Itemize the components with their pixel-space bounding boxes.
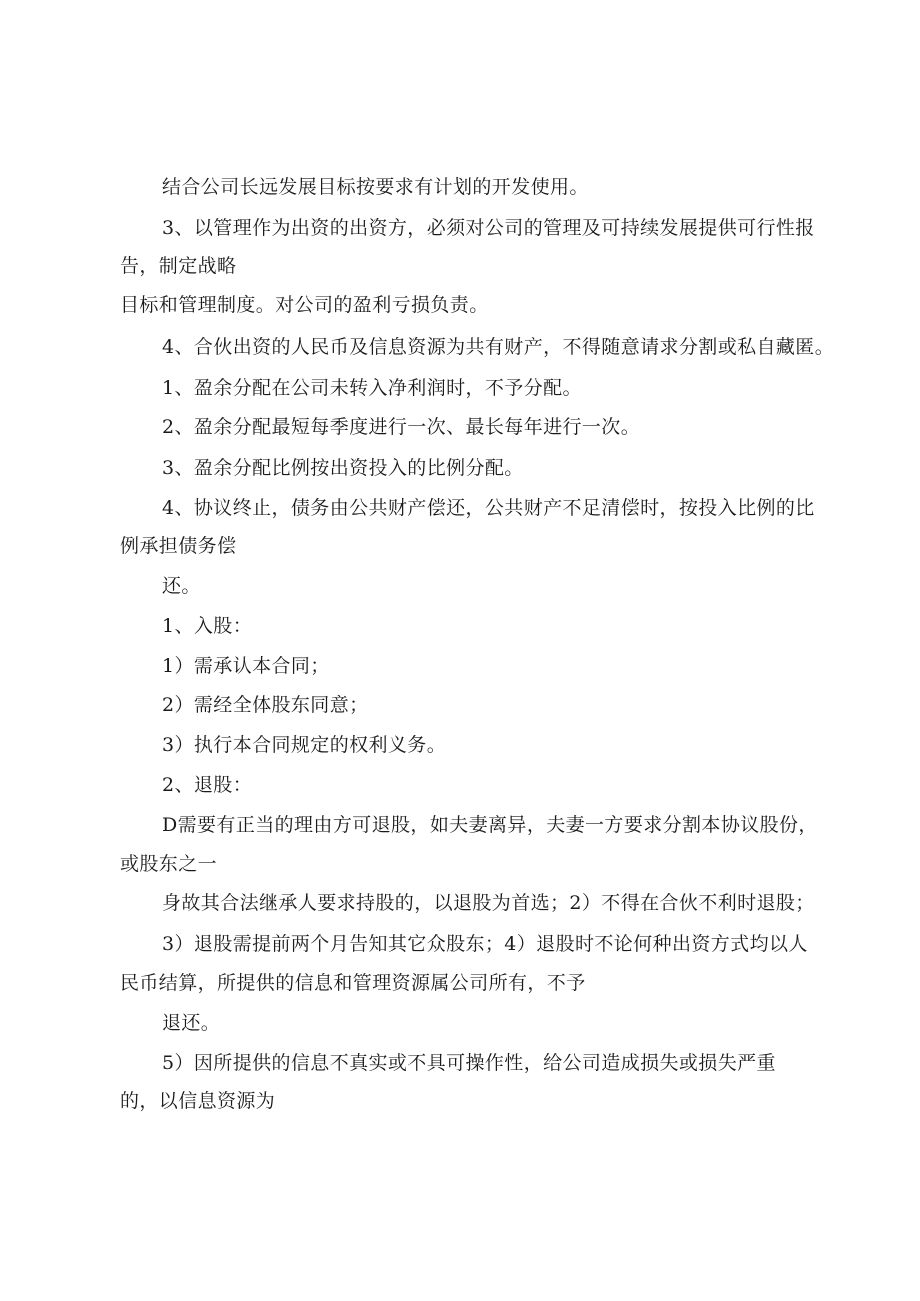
text-line: 3、盈余分配比例按出资投入的比例分配。: [162, 457, 524, 479]
text-line: 3、以管理作为出资的出资方，必须对公司的管理及可持续发展提供可行性报: [162, 217, 815, 239]
text-line: 3）执行本合同规定的权利义务。: [162, 734, 447, 756]
text-line: 1、盈余分配在公司未转入净利润时，不予分配。: [162, 377, 582, 399]
text-line: 4、协议终止，债务由公共财产偿还，公共财产不足清偿时，按投入比例的比: [162, 497, 815, 519]
text-line: 2、盈余分配最短每季度进行一次、最长每年进行一次。: [162, 416, 641, 438]
text-line: 2）需经全体股东同意；: [162, 694, 369, 716]
text-line: 或股东之一: [120, 853, 218, 875]
text-line: 告，制定战略: [120, 255, 237, 277]
text-line: 退还。: [162, 1012, 221, 1034]
text-line: 还。: [162, 575, 201, 597]
text-line: 身故其合法继承人要求持股的，以退股为首选；2）不得在合伙不利时退股；: [162, 892, 815, 914]
text-line: 3）退股需提前两个月告知其它众股东；4）退股时不论何种出资方式均以人: [162, 933, 808, 955]
text-line: 5）因所提供的信息不真实或不具可操作性，给公司造成损失或损失严重: [162, 1052, 776, 1074]
text-line: 民币结算，所提供的信息和管理资源属公司所有，不予: [120, 972, 586, 994]
text-line: 2、退股：: [162, 774, 253, 796]
text-line: 例承担债务偿: [120, 535, 237, 557]
text-line: 1、入股：: [162, 615, 253, 637]
text-line: 结合公司长远发展目标按要求有计划的开发使用。: [162, 176, 589, 198]
text-line: 的，以信息资源为: [120, 1090, 276, 1112]
text-line: 目标和管理制度。对公司的盈利亏损负责。: [120, 294, 489, 316]
text-line: 4、合伙出资的人民币及信息资源为共有财产，不得随意请求分割或私自藏匿。: [162, 336, 835, 358]
text-line: 1）需承认本合同；: [162, 655, 330, 677]
text-line: D需要有正当的理由方可退股，如夫妻离异，夫妻一方要求分割本协议股份，: [162, 814, 818, 836]
